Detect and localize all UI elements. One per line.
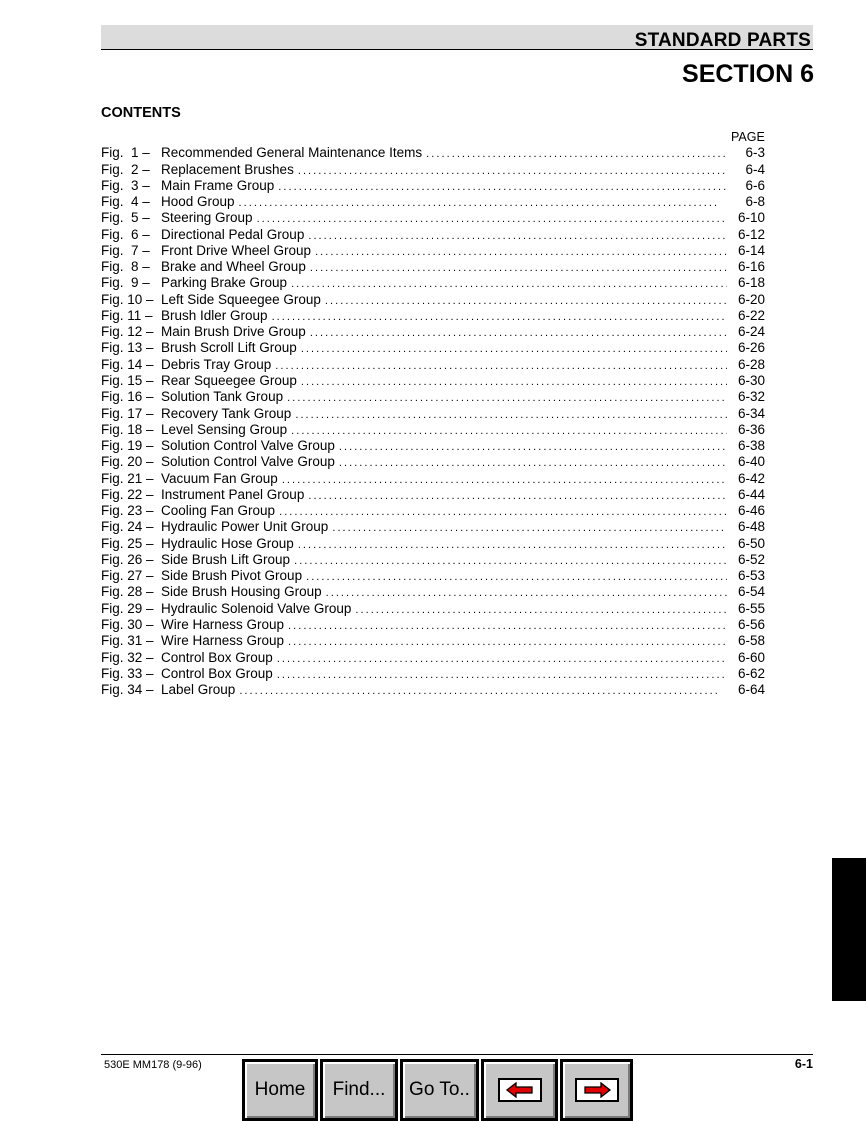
toc-page-number: 6-52 (737, 551, 765, 567)
toc-page-number: 6-60 (737, 649, 765, 665)
toc-fig-number: Fig. 30 – (101, 616, 154, 632)
toc-page-number: 6-16 (737, 259, 765, 275)
section-thumb-tab (832, 858, 866, 1001)
toc-fig-number: Fig. 14 – (101, 356, 154, 372)
toc-row (101, 308, 765, 324)
toc-fig-number: Fig. 20 – (101, 454, 154, 470)
toc-page-number: 6-62 (737, 665, 765, 681)
toc-fig-number: Fig. 23 – (101, 503, 154, 519)
toc-title: Cooling Fan Group (161, 503, 276, 519)
toc-title: Control Box Group (161, 649, 273, 665)
toc-page-number: 6-26 (737, 340, 765, 356)
toc-fig-number: Fig. 28 – (101, 584, 154, 600)
toc-page-number: 6-8 (745, 194, 765, 210)
toc-leader-dots (339, 456, 727, 470)
toc-page-number: 6-38 (737, 438, 765, 454)
toc-row (101, 373, 765, 389)
left-arrow-icon (498, 1078, 542, 1102)
toc-leader-dots (308, 229, 727, 243)
toc-title: Side Brush Lift Group (161, 551, 291, 567)
toc-title: Side Brush Housing Group (161, 584, 322, 600)
toc-fig-number: Fig. 1 – (101, 145, 150, 161)
toc-title: Brush Idler Group (161, 307, 268, 323)
home-button[interactable]: Home (242, 1059, 318, 1121)
toc-page-number: 6-64 (737, 682, 765, 698)
page-column-label: PAGE (731, 130, 765, 144)
toc-row (101, 405, 765, 421)
toc-leader-dots (308, 489, 727, 503)
toc-row (101, 243, 765, 259)
toc-page-number: 6-58 (737, 633, 765, 649)
toc-fig-number: Fig. 33 – (101, 665, 154, 681)
toc-row (101, 145, 765, 161)
toc-page-number: 6-55 (737, 600, 765, 616)
toc-leader-dots (279, 505, 727, 519)
toc-page-number: 6-42 (737, 470, 765, 486)
section-title: SECTION 6 (682, 60, 814, 88)
toc-row (101, 422, 765, 438)
page-number: 6-1 (794, 1057, 813, 1071)
toc-fig-number: Fig. 29 – (101, 600, 154, 616)
toc-fig-number: Fig. 27 – (101, 568, 154, 584)
toc-page-number: 6-46 (737, 503, 765, 519)
toc-title: Solution Control Valve Group (161, 454, 335, 470)
toc-title: Level Sensing Group (161, 421, 288, 437)
toc-leader-dots (298, 164, 727, 178)
toc-fig-number: Fig. 24 – (101, 519, 154, 535)
toc-title: Directional Pedal Group (161, 226, 305, 242)
toc-leader-dots (278, 180, 727, 194)
toc-row (101, 340, 765, 356)
document-id: 530E MM178 (9-96) (104, 1059, 202, 1071)
toc-fig-number: Fig. 17 – (101, 405, 154, 421)
toc-leader-dots (301, 375, 727, 389)
toc-page-number: 6-10 (737, 210, 765, 226)
toc-leader-dots (272, 310, 727, 324)
toc-leader-dots (339, 440, 727, 454)
toc-page-number: 6-30 (737, 372, 765, 388)
toc-leader-dots (310, 326, 727, 340)
toc-leader-dots (288, 619, 727, 633)
toc-page-number: 6-56 (737, 616, 765, 632)
toc-row (101, 226, 765, 242)
toc-row (101, 600, 765, 616)
table-of-contents (101, 145, 765, 698)
toc-leader-dots (306, 570, 727, 584)
toc-title: Solution Tank Group (161, 389, 284, 405)
toc-fig-number: Fig. 25 – (101, 535, 154, 551)
toc-title: Rear Squeegee Group (161, 372, 297, 388)
toc-title: Main Brush Drive Group (161, 324, 306, 340)
toc-page-number: 6-32 (737, 389, 765, 405)
toc-fig-number: Fig. 6 – (101, 226, 150, 242)
toc-leader-dots (239, 196, 727, 210)
toc-title: Front Drive Wheel Group (161, 242, 312, 258)
toc-page-number: 6-6 (745, 177, 765, 193)
toc-row (101, 487, 765, 503)
toc-row (101, 389, 765, 405)
toc-page-number: 6-36 (737, 421, 765, 437)
toc-row (101, 291, 765, 307)
toc-title: Main Frame Group (161, 177, 275, 193)
toc-row (101, 275, 765, 291)
toc-leader-dots (277, 668, 727, 682)
toc-leader-dots (326, 586, 727, 600)
right-arrow-icon (575, 1078, 619, 1102)
toc-row (101, 568, 765, 584)
toc-page-number: 6-24 (737, 324, 765, 340)
toc-leader-dots (288, 635, 727, 649)
toc-leader-dots (282, 473, 727, 487)
toc-leader-dots (315, 245, 727, 259)
toc-page-number: 6-48 (737, 519, 765, 535)
toc-row (101, 194, 765, 210)
toc-fig-number: Fig. 9 – (101, 275, 150, 291)
toc-leader-dots (294, 554, 727, 568)
toc-leader-dots (277, 652, 727, 666)
toc-leader-dots (275, 359, 727, 373)
toc-fig-number: Fig. 3 – (101, 177, 150, 193)
toc-leader-dots (257, 212, 727, 226)
toc-leader-dots (295, 408, 727, 422)
toc-row (101, 438, 765, 454)
toc-title: Hood Group (161, 194, 235, 210)
header-title: STANDARD PARTS (634, 30, 811, 51)
find-button[interactable]: Find... (320, 1059, 398, 1121)
toc-title: Left Side Squeegee Group (161, 291, 321, 307)
toc-row (101, 535, 765, 551)
toc-row (101, 633, 765, 649)
toc-fig-number: Fig. 31 – (101, 633, 154, 649)
toc-fig-number: Fig. 19 – (101, 438, 154, 454)
toc-page-number: 6-50 (737, 535, 765, 551)
toc-page-number: 6-12 (737, 226, 765, 242)
toc-row (101, 470, 765, 486)
toc-title: Parking Brake Group (161, 275, 288, 291)
toc-leader-dots (291, 424, 727, 438)
toc-row (101, 454, 765, 470)
toc-leader-dots (239, 684, 727, 698)
go-to-button[interactable]: Go To.. (400, 1059, 479, 1121)
toc-fig-number: Fig. 7 – (101, 242, 150, 258)
toc-row (101, 617, 765, 633)
toc-row (101, 324, 765, 340)
toc-title: Hydraulic Hose Group (161, 535, 294, 551)
toc-page-number: 6-40 (737, 454, 765, 470)
toc-leader-dots (355, 603, 727, 617)
toc-page-number: 6-14 (737, 242, 765, 258)
toc-title: Steering Group (161, 210, 253, 226)
next-page-button[interactable] (560, 1059, 633, 1121)
toc-page-number: 6-20 (737, 291, 765, 307)
toc-page-number: 6-54 (737, 584, 765, 600)
toc-fig-number: Fig. 18 – (101, 421, 154, 437)
toc-page-number: 6-34 (737, 405, 765, 421)
toc-title: Replacement Brushes (161, 161, 294, 177)
toc-fig-number: Fig. 21 – (101, 470, 154, 486)
toc-title: Debris Tray Group (161, 356, 272, 372)
toc-fig-number: Fig. 15 – (101, 372, 154, 388)
toc-title: Recovery Tank Group (161, 405, 292, 421)
toc-row (101, 503, 765, 519)
toc-page-number: 6-4 (745, 161, 765, 177)
toc-title: Brush Scroll Lift Group (161, 340, 297, 356)
toc-leader-dots (426, 147, 727, 161)
toc-title: Vacuum Fan Group (161, 470, 278, 486)
toc-title: Instrument Panel Group (161, 486, 305, 502)
toc-page-number: 6-28 (737, 356, 765, 372)
toc-row (101, 178, 765, 194)
toc-title: Brake and Wheel Group (161, 259, 306, 275)
toc-title: Solution Control Valve Group (161, 438, 335, 454)
toc-fig-number: Fig. 11 – (101, 307, 153, 323)
toc-page-number: 6-53 (737, 568, 765, 584)
toc-fig-number: Fig. 13 – (101, 340, 154, 356)
toc-row (101, 552, 765, 568)
toc-fig-number: Fig. 8 – (101, 259, 150, 275)
toc-leader-dots (310, 261, 727, 275)
toc-fig-number: Fig. 12 – (101, 324, 154, 340)
toc-page-number: 6-44 (737, 486, 765, 502)
toc-title: Hydraulic Power Unit Group (161, 519, 329, 535)
toc-page-number: 6-3 (745, 145, 765, 161)
toc-fig-number: Fig. 26 – (101, 551, 154, 567)
toc-fig-number: Fig. 32 – (101, 649, 154, 665)
toc-page-number: 6-18 (737, 275, 765, 291)
toc-fig-number: Fig. 2 – (101, 161, 150, 177)
toc-leader-dots (325, 294, 727, 308)
toc-fig-number: Fig. 5 – (101, 210, 150, 226)
toc-title: Hydraulic Solenoid Valve Group (161, 600, 352, 616)
toc-title: Side Brush Pivot Group (161, 568, 303, 584)
toc-row (101, 682, 765, 698)
toc-title: Wire Harness Group (161, 633, 285, 649)
toc-title: Control Box Group (161, 665, 273, 681)
toc-row (101, 161, 765, 177)
toc-fig-number: Fig. 22 – (101, 486, 154, 502)
toc-leader-dots (291, 277, 727, 291)
toc-row (101, 584, 765, 600)
toc-row (101, 259, 765, 275)
toc-leader-dots (332, 521, 727, 535)
toc-title: Label Group (161, 682, 236, 698)
toc-title: Recommended General Maintenance Items (161, 145, 423, 161)
toc-page-number: 6-22 (737, 307, 765, 323)
toc-fig-number: Fig. 4 – (101, 194, 150, 210)
toc-row (101, 666, 765, 682)
previous-page-button[interactable] (481, 1059, 558, 1121)
toc-leader-dots (301, 342, 727, 356)
toc-leader-dots (287, 391, 727, 405)
toc-row (101, 519, 765, 535)
toc-row (101, 210, 765, 226)
toc-leader-dots (298, 538, 727, 552)
toc-fig-number: Fig. 34 – (101, 682, 154, 698)
toc-row (101, 649, 765, 665)
toc-fig-number: Fig. 16 – (101, 389, 154, 405)
toc-fig-number: Fig. 10 – (101, 291, 154, 307)
contents-heading: CONTENTS (101, 105, 181, 121)
footer-rule (101, 1054, 813, 1055)
toc-row (101, 356, 765, 372)
toc-title: Wire Harness Group (161, 616, 285, 632)
